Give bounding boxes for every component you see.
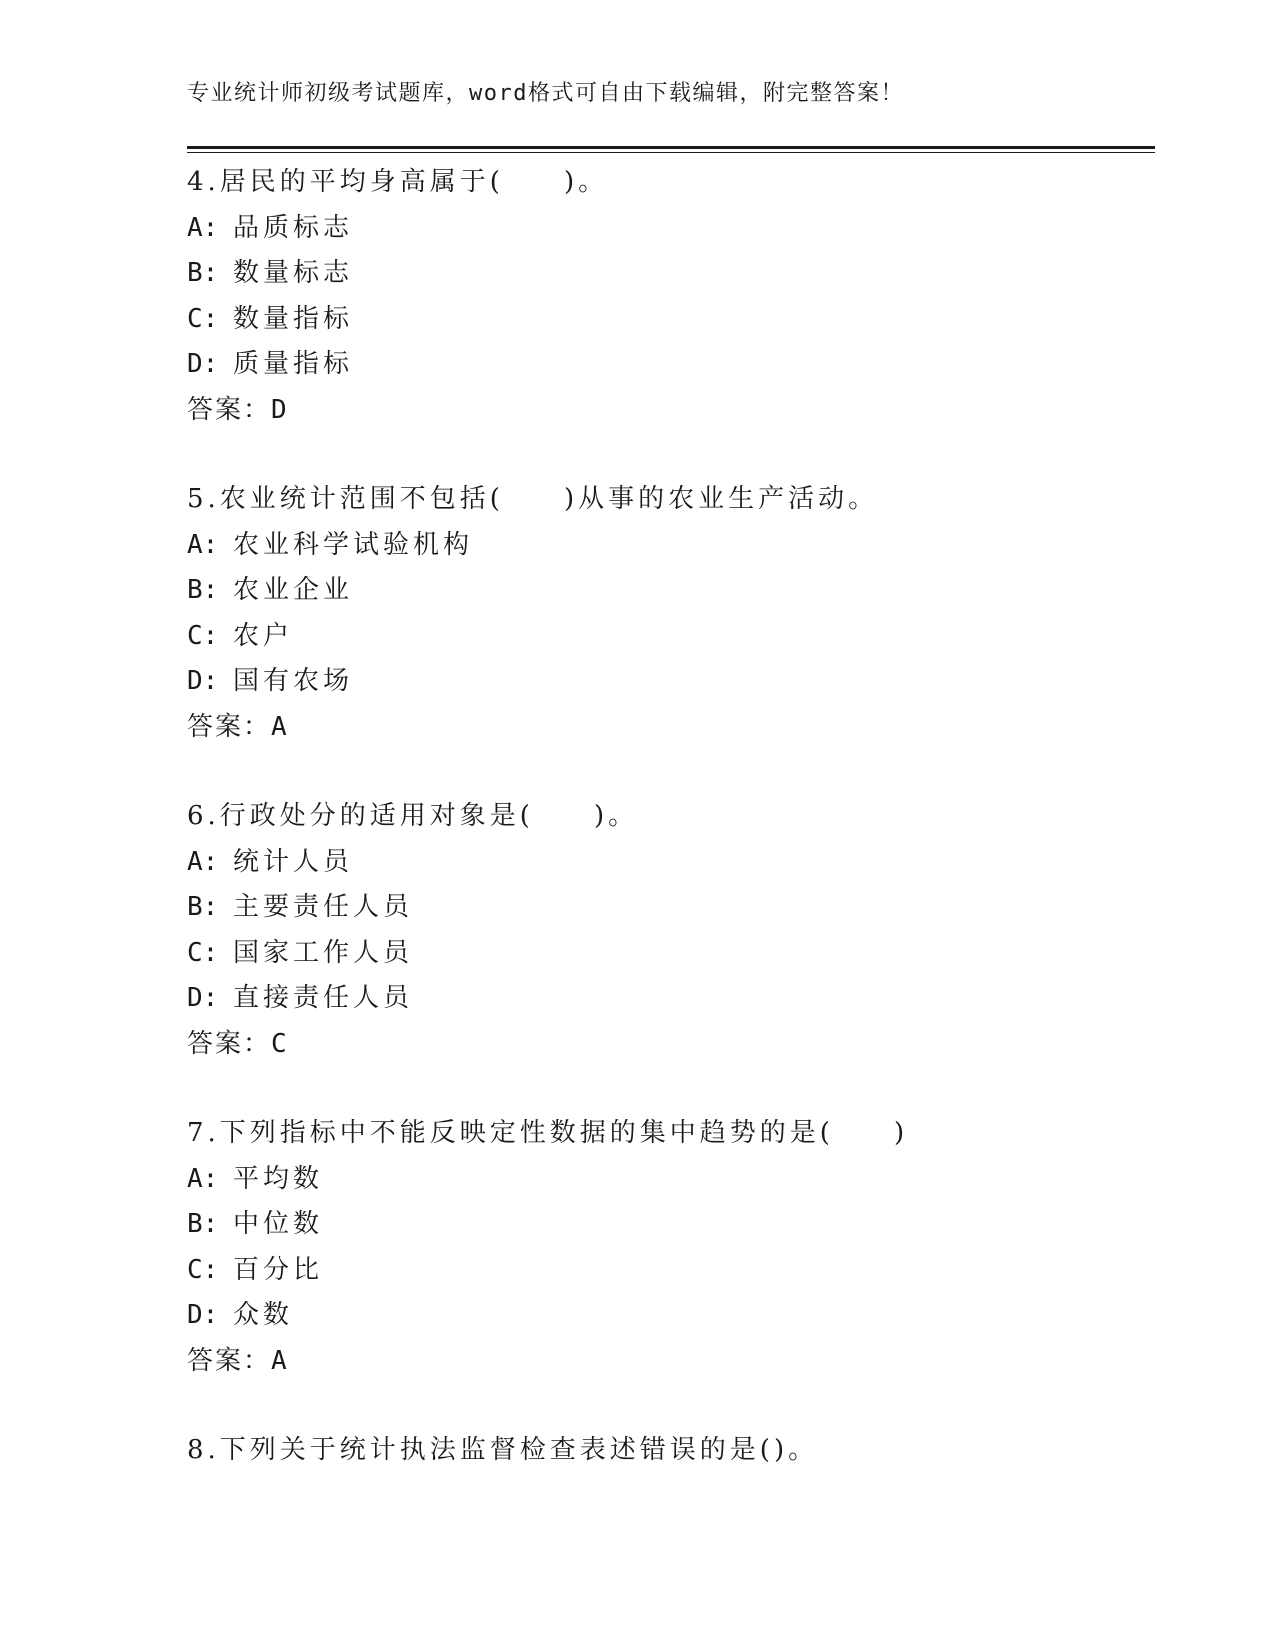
option-text: 农业科学试验机构 [233, 529, 474, 560]
page-header-text: 专业统计师初级考试题库，word格式可自由下载编辑，附完整答案！ [187, 81, 904, 106]
option-letter: B: [187, 575, 219, 605]
option-letter: C: [187, 937, 219, 968]
option-b [187, 885, 1155, 931]
option-letter: D: [187, 983, 219, 1013]
option-d [187, 1293, 1155, 1339]
answer-label: 答案： [187, 394, 272, 425]
question-7 [187, 1111, 1155, 1384]
option-a [187, 523, 1155, 569]
option-text: 质量指标 [233, 349, 354, 379]
answer-line [187, 1022, 1155, 1068]
answer-value: C [271, 1028, 289, 1059]
option-letter: D: [187, 666, 219, 696]
answer-line [187, 388, 1155, 434]
option-letter: B: [187, 892, 219, 922]
option-letter: C: [187, 620, 219, 651]
option-letter: C: [187, 303, 219, 334]
option-letter: A: [187, 529, 219, 560]
answer-value: A [271, 711, 289, 742]
option-c [187, 297, 1155, 343]
option-letter: D: [187, 1300, 219, 1330]
answer-label: 答案： [187, 1028, 272, 1059]
option-letter: C: [187, 1254, 219, 1285]
option-text: 统计人员 [233, 846, 354, 877]
question-5 [187, 477, 1155, 750]
question-stem: 5.农业统计范围不包括( )从事的农业生产活动。 [187, 484, 879, 514]
option-text: 中位数 [233, 1209, 324, 1239]
option-a [187, 840, 1155, 886]
option-text: 平均数 [233, 1163, 324, 1194]
question-stem: 8.下列关于统计执法监督检查表述错误的是()。 [187, 1435, 819, 1465]
option-b [187, 1202, 1155, 1248]
option-text: 农业企业 [233, 575, 354, 605]
question-stem: 4.居民的平均身高属于( )。 [187, 167, 609, 197]
question-6 [187, 794, 1155, 1067]
answer-line [187, 705, 1155, 751]
question-4 [187, 160, 1155, 433]
question-list [187, 160, 1155, 1518]
option-d [187, 976, 1155, 1022]
option-letter: A: [187, 212, 219, 243]
answer-value: D [271, 394, 289, 425]
option-text: 主要责任人员 [233, 892, 414, 922]
answer-value: A [271, 1345, 289, 1376]
question-stem: 6.行政处分的适用对象是( )。 [187, 801, 639, 831]
option-text: 直接责任人员 [233, 983, 414, 1013]
option-letter: A: [187, 1163, 219, 1194]
header-divider-thick [187, 146, 1155, 149]
option-letter: D: [187, 349, 219, 379]
option-text: 农户 [233, 620, 294, 651]
answer-label: 答案： [187, 1345, 272, 1376]
option-letter: A: [187, 846, 219, 877]
option-d [187, 342, 1155, 388]
option-c [187, 614, 1155, 660]
option-letter: B: [187, 258, 219, 288]
option-text: 众数 [233, 1300, 294, 1330]
answer-label: 答案： [187, 711, 272, 742]
option-text: 国有农场 [233, 666, 354, 696]
option-a [187, 206, 1155, 252]
option-b [187, 568, 1155, 614]
option-a [187, 1157, 1155, 1203]
option-text: 数量标志 [233, 258, 354, 288]
question-stem: 7.下列指标中不能反映定性数据的集中趋势的是( ) [187, 1118, 909, 1148]
option-text: 品质标志 [233, 212, 354, 243]
header-divider-thin [187, 152, 1155, 153]
option-c [187, 1248, 1155, 1294]
option-c [187, 931, 1155, 977]
option-b [187, 251, 1155, 297]
option-text: 数量指标 [233, 303, 354, 334]
option-text: 百分比 [233, 1254, 324, 1285]
question-8 [187, 1428, 1155, 1474]
option-d [187, 659, 1155, 705]
answer-line [187, 1339, 1155, 1385]
option-text: 国家工作人员 [233, 937, 414, 968]
option-letter: B: [187, 1209, 219, 1239]
